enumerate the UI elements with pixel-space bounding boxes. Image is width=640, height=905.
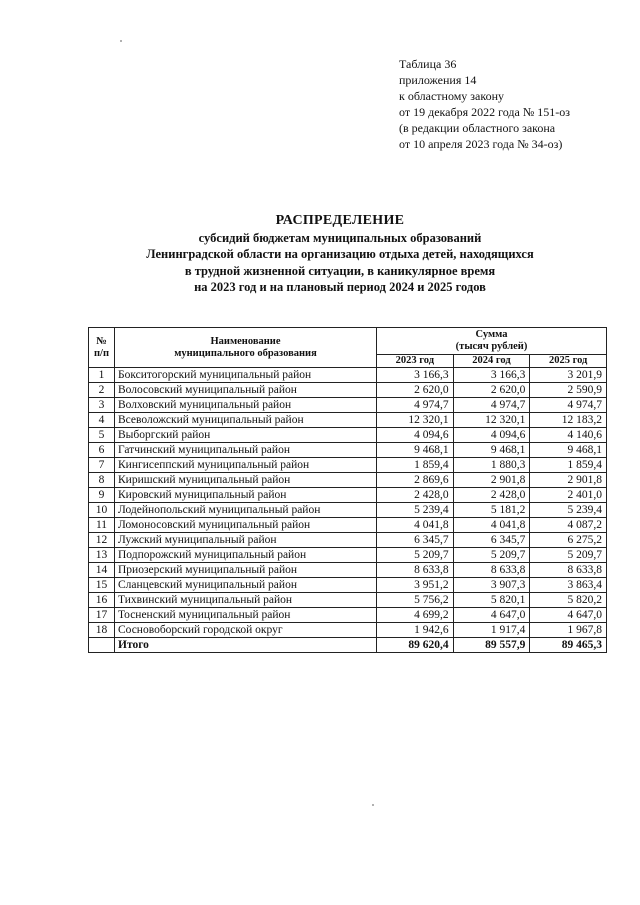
amount-2023: 3 951,2 (377, 578, 454, 593)
table-row (89, 458, 607, 473)
table-row (89, 578, 607, 593)
table-row (89, 548, 607, 563)
row-number: 5 (89, 428, 115, 443)
amount-2025: 1 859,4 (530, 458, 607, 473)
row-number: 9 (89, 488, 115, 503)
row-number: 12 (89, 533, 115, 548)
row-number: 6 (89, 443, 115, 458)
amount-2023: 2 428,0 (377, 488, 454, 503)
amount-2025: 5 209,7 (530, 548, 607, 563)
municipality-name: Сосновоборский городской округ (115, 623, 377, 638)
municipality-name: Приозерский муниципальный район (115, 563, 377, 578)
amount-2023: 2 869,6 (377, 473, 454, 488)
amount-2025: 5 239,4 (530, 503, 607, 518)
amount-2024: 1 880,3 (453, 458, 530, 473)
amount-2024: 2 428,0 (453, 488, 530, 503)
amount-2023: 12 320,1 (377, 413, 454, 428)
table-row (89, 533, 607, 548)
amount-2025: 5 820,2 (530, 593, 607, 608)
note-line: от 19 декабря 2022 года № 151-оз (399, 105, 571, 119)
amount-2024: 3 166,3 (453, 368, 530, 383)
table-row (89, 608, 607, 623)
municipality-name: Кировский муниципальный район (115, 488, 377, 503)
amount-2025: 2 401,0 (530, 488, 607, 503)
amount-2023: 4 094,6 (377, 428, 454, 443)
table-row (89, 488, 607, 503)
table-row (89, 413, 607, 428)
amount-2025: 9 468,1 (530, 443, 607, 458)
row-number: 7 (89, 458, 115, 473)
municipality-name: Киришский муниципальный район (115, 473, 377, 488)
amount-2024: 9 468,1 (453, 443, 530, 458)
amount-2023: 4 974,7 (377, 398, 454, 413)
amount-2024: 5 209,7 (453, 548, 530, 563)
amount-2023: 5 239,4 (377, 503, 454, 518)
document-title: РАСПРЕДЕЛЕНИЕ (275, 213, 405, 228)
amount-2025: 4 974,7 (530, 398, 607, 413)
table-header-row (89, 328, 607, 355)
amount-2023: 6 345,7 (377, 533, 454, 548)
total-num-empty (89, 638, 115, 653)
note-line: к областному закону (399, 89, 505, 103)
municipality-name: Подпорожский муниципальный район (115, 548, 377, 563)
table-row (89, 443, 607, 458)
amount-2023: 5 209,7 (377, 548, 454, 563)
amount-2024: 2 901,8 (453, 473, 530, 488)
row-number: 17 (89, 608, 115, 623)
heading-line: на 2023 год и на плановый период 2024 и 2025 годов (194, 280, 486, 294)
municipality-name: Лужский муниципальный район (115, 533, 377, 548)
row-number: 8 (89, 473, 115, 488)
amount-2023: 8 633,8 (377, 563, 454, 578)
table-row (89, 623, 607, 638)
header-year-2023: 2023 год (377, 355, 454, 368)
amount-2024: 4 094,6 (453, 428, 530, 443)
amount-2023: 3 166,3 (377, 368, 454, 383)
amount-2024: 4 041,8 (453, 518, 530, 533)
amount-2023: 2 620,0 (377, 383, 454, 398)
municipality-name: Волосовский муниципальный район (115, 383, 377, 398)
table-row (89, 398, 607, 413)
amount-2025: 3 201,9 (530, 368, 607, 383)
note-line: от 10 апреля 2023 года № 34-оз) (399, 137, 563, 151)
total-amount-2025: 89 465,3 (530, 638, 607, 653)
heading-line: субсидий бюджетам муниципальных образований (198, 230, 482, 245)
municipality-name: Тосненский муниципальный район (115, 608, 377, 623)
amount-2024: 4 647,0 (453, 608, 530, 623)
amount-2024: 6 345,7 (453, 533, 530, 548)
scan-speck (120, 40, 122, 42)
amount-2025: 2 590,9 (530, 383, 607, 398)
amount-2024: 2 620,0 (453, 383, 530, 398)
amount-2023: 1 859,4 (377, 458, 454, 473)
table-row (89, 368, 607, 383)
amount-2025: 3 863,4 (530, 578, 607, 593)
amount-2025: 1 967,8 (530, 623, 607, 638)
amount-2024: 4 974,7 (453, 398, 530, 413)
row-number: 18 (89, 623, 115, 638)
amount-2025: 12 183,2 (530, 413, 607, 428)
row-number: 11 (89, 518, 115, 533)
row-number: 15 (89, 578, 115, 593)
table-row (89, 428, 607, 443)
amount-2025: 6 275,2 (530, 533, 607, 548)
header-year-2024: 2024 год (453, 355, 530, 368)
heading-line: в трудной жизненной ситуации, в каникулярное время (184, 263, 496, 278)
table-row (89, 503, 607, 518)
row-number: 3 (89, 398, 115, 413)
amount-2025: 4 647,0 (530, 608, 607, 623)
municipality-name: Всеволожский муниципальный район (115, 413, 377, 428)
table-row (89, 563, 607, 578)
amount-2023: 4 041,8 (377, 518, 454, 533)
row-number: 14 (89, 563, 115, 578)
header-num (89, 328, 115, 368)
amount-2024: 5 820,1 (453, 593, 530, 608)
amount-2024: 5 181,2 (453, 503, 530, 518)
header-sum (377, 328, 607, 355)
amount-2023: 1 942,6 (377, 623, 454, 638)
document-heading (80, 213, 600, 296)
amount-2025: 2 901,8 (530, 473, 607, 488)
amount-2023: 9 468,1 (377, 443, 454, 458)
amount-2024: 1 917,4 (453, 623, 530, 638)
header-sum-label: Сумма (тысяч рублей) (455, 329, 528, 352)
header-num-label: № п/п (93, 335, 110, 359)
total-label: Итого (115, 638, 377, 653)
amount-2023: 5 756,2 (377, 593, 454, 608)
header-name (115, 328, 377, 368)
subsidy-table (88, 327, 607, 653)
row-number: 2 (89, 383, 115, 398)
municipality-name: Тихвинский муниципальный район (115, 593, 377, 608)
amount-2024: 8 633,8 (453, 563, 530, 578)
amount-2025: 4 087,2 (530, 518, 607, 533)
row-number: 13 (89, 548, 115, 563)
municipality-name: Выборгский район (115, 428, 377, 443)
total-amount-2024: 89 557,9 (453, 638, 530, 653)
municipality-name: Лодейнопольский муниципальный район (115, 503, 377, 518)
row-number: 10 (89, 503, 115, 518)
row-number: 16 (89, 593, 115, 608)
note-line: приложения 14 (399, 73, 477, 87)
municipality-name: Сланцевский муниципальный район (115, 578, 377, 593)
municipality-name: Волховский муниципальный район (115, 398, 377, 413)
heading-line: Ленинградской области на организацию отдыха детей, находящихся (146, 247, 534, 261)
municipality-name: Кингисеппский муниципальный район (115, 458, 377, 473)
amount-2024: 3 907,3 (453, 578, 530, 593)
amount-2025: 8 633,8 (530, 563, 607, 578)
table-row (89, 383, 607, 398)
row-number: 1 (89, 368, 115, 383)
table-row (89, 593, 607, 608)
municipality-name: Бокситогорский муниципальный район (115, 368, 377, 383)
amount-2024: 12 320,1 (453, 413, 530, 428)
table-row (89, 518, 607, 533)
note-line: (в редакции областного закона (399, 121, 556, 135)
municipality-name: Ломоносовский муниципальный район (115, 518, 377, 533)
header-name-label: Наименование муниципального образования (174, 335, 317, 359)
header-year-2025: 2025 год (530, 355, 607, 368)
note-line: Таблица 36 (399, 57, 457, 71)
table-row (89, 473, 607, 488)
total-row (89, 638, 607, 653)
appendix-note (399, 56, 570, 152)
amount-2025: 4 140,6 (530, 428, 607, 443)
amount-2023: 4 699,2 (377, 608, 454, 623)
municipality-name: Гатчинский муниципальный район (115, 443, 377, 458)
row-number: 4 (89, 413, 115, 428)
table-body (89, 368, 607, 653)
scan-speck (372, 804, 374, 806)
total-amount-2023: 89 620,4 (377, 638, 454, 653)
